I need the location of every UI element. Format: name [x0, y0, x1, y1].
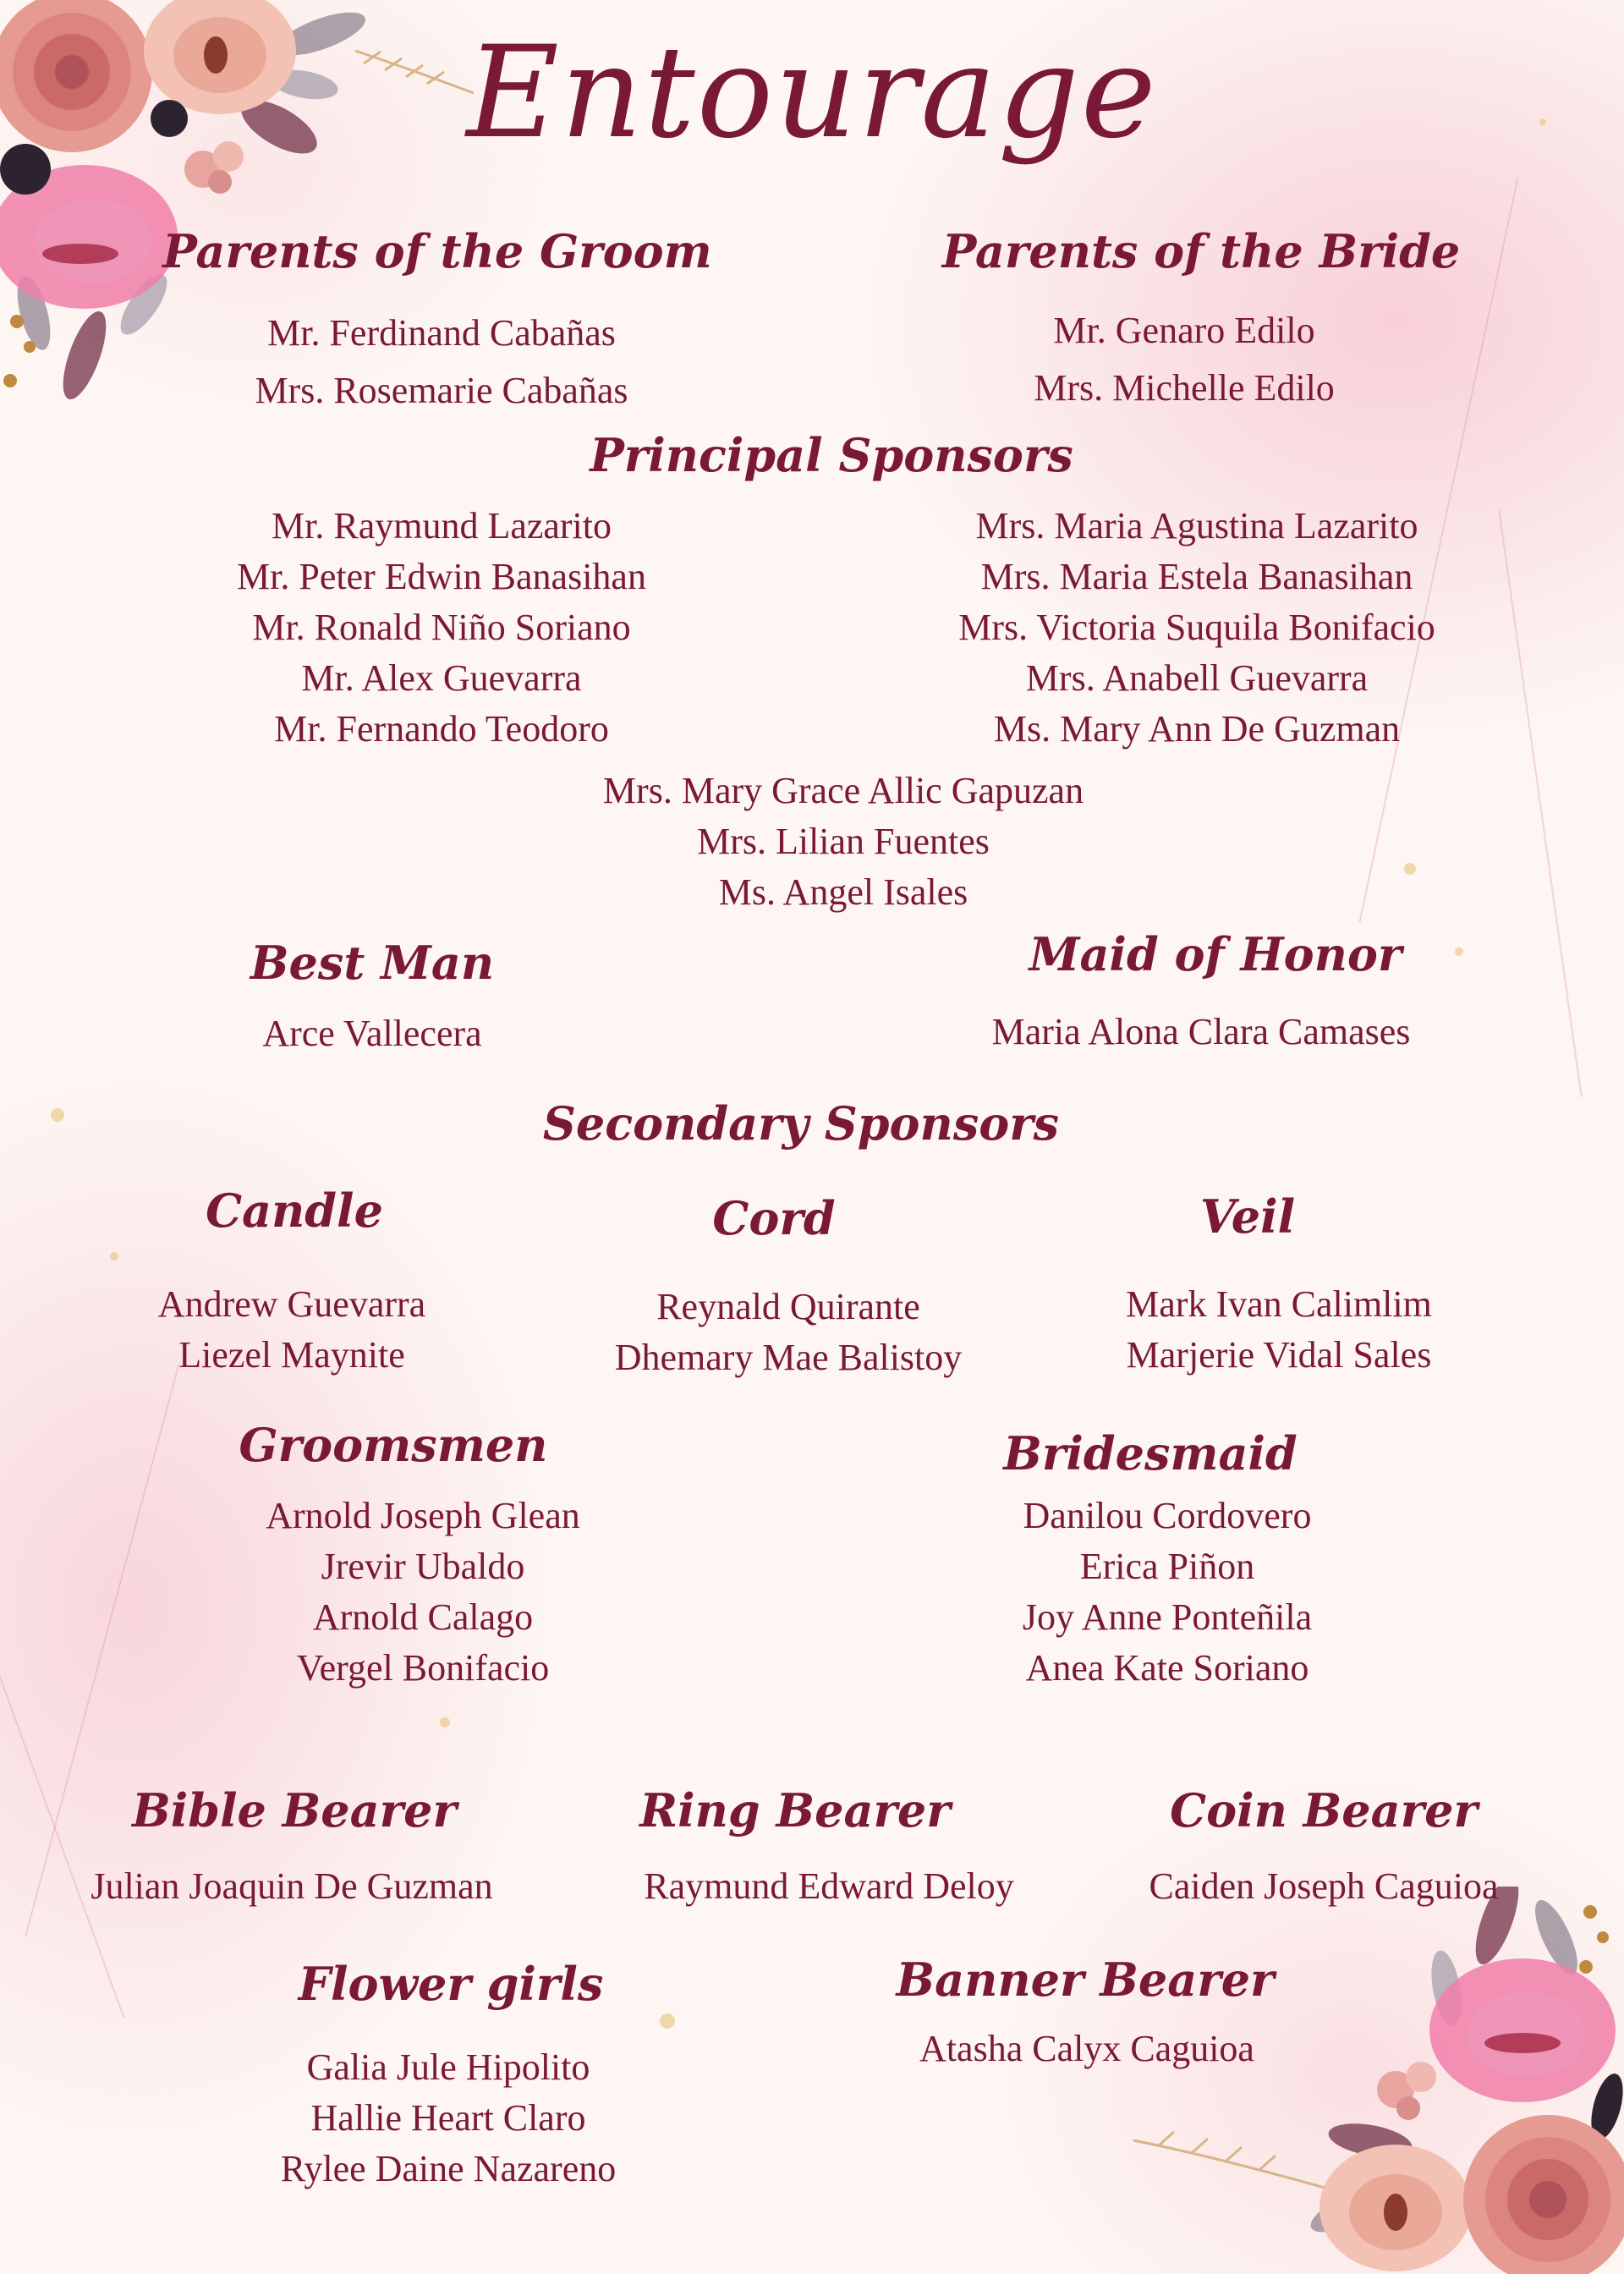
- heading-veil: Veil: [1199, 1189, 1296, 1244]
- name-entry: Mrs. Michelle Edilo: [1034, 367, 1335, 409]
- name-entry: Mr. Peter Edwin Banasihan: [237, 556, 646, 597]
- rose-icon: [1463, 2115, 1624, 2274]
- name-entry: Jrevir Ubaldo: [321, 1546, 525, 1587]
- names-cord: [615, 1282, 963, 1383]
- heading-flower-girls: Flower girls: [298, 1957, 604, 2011]
- heading-parents-groom: Parents of the Groom: [162, 224, 712, 278]
- name-entry: Atasha Calyx Caguioa: [919, 2028, 1254, 2069]
- name-entry: Mrs. Rosemarie Cabañas: [255, 370, 628, 411]
- name-entry: Mrs. Victoria Suquila Bonifacio: [958, 607, 1435, 648]
- pink-flower-icon: [1429, 1958, 1616, 2102]
- name-entry: Arce Vallecera: [262, 1013, 482, 1054]
- name-entry: Erica Piñon: [1079, 1546, 1255, 1587]
- name-entry: Galia Jule Hipolito: [306, 2046, 590, 2088]
- name-entry: Maria Alona Clara Camases: [991, 1011, 1411, 1052]
- seed-icon: [1579, 1905, 1609, 1974]
- gold-fleck: [440, 1717, 450, 1727]
- name-entry: Ms. Angel Isales: [718, 871, 968, 913]
- names-banner-bearer: [919, 2024, 1254, 2074]
- heading-principal-sponsors: Principal Sponsors: [590, 428, 1073, 482]
- name-entry: Rylee Daine Nazareno: [280, 2148, 617, 2189]
- name-entry: Ms. Mary Ann De Guzman: [993, 708, 1401, 750]
- name-entry: Mr. Raymund Lazarito: [271, 505, 612, 547]
- name-entry: Vergel Bonifacio: [296, 1647, 550, 1689]
- heading-parents-bride: Parents of the Bride: [941, 224, 1461, 278]
- names-veil: [1126, 1279, 1432, 1381]
- heading-maid-of-honor: Maid of Honor: [1029, 927, 1402, 981]
- name-entry: Andrew Guevarra: [157, 1283, 426, 1325]
- names-flower-girls: [281, 2042, 616, 2194]
- names-principal-sponsors-right: [958, 501, 1435, 755]
- name-entry: Hallie Heart Claro: [310, 2097, 586, 2139]
- name-entry: Liezel Maynite: [178, 1334, 405, 1376]
- name-entry: Caiden Joseph Caguioa: [1149, 1865, 1499, 1907]
- twig-icon: [1133, 2140, 1336, 2191]
- name-entry: Mrs. Maria Estela Banasihan: [980, 556, 1413, 597]
- name-entry: Joy Anne Ponteñila: [1022, 1596, 1313, 1638]
- heading-coin-bearer: Coin Bearer: [1170, 1783, 1478, 1837]
- name-entry: Mr. Ferdinand Cabañas: [267, 312, 616, 354]
- peony-icon: [1320, 2145, 1472, 2271]
- name-entry: Mark Ivan Calimlim: [1126, 1283, 1432, 1325]
- heading-banner-bearer: Banner Bearer: [896, 1953, 1275, 2007]
- gold-fleck: [660, 2013, 675, 2029]
- marble-vein: [1498, 510, 1582, 1096]
- name-entry: Mr. Ronald Niño Soriano: [252, 607, 631, 648]
- name-entry: Raymund Edward Deloy: [644, 1865, 1014, 1907]
- heading-secondary-sponsors: Secondary Sponsors: [542, 1096, 1060, 1151]
- name-entry: Arnold Calago: [312, 1596, 534, 1638]
- names-coin-bearer: [1149, 1861, 1498, 1912]
- names-bridesmaid: [1023, 1491, 1312, 1694]
- name-entry: Danilou Cordovero: [1023, 1495, 1312, 1536]
- heading-bible-bearer: Bible Bearer: [132, 1783, 457, 1837]
- heading-best-man: Best Man: [250, 936, 495, 990]
- names-maid-of-honor: [992, 1007, 1411, 1057]
- name-entry: Mr. Genaro Edilo: [1053, 310, 1315, 351]
- name-entry: Mr. Alex Guevarra: [301, 657, 582, 699]
- name-entry: Mrs. Mary Grace Allic Gapuzan: [602, 770, 1084, 811]
- heading-bridesmaid: Bridesmaid: [1003, 1426, 1298, 1480]
- gold-fleck: [51, 1108, 64, 1122]
- name-entry: Reynald Quirante: [656, 1286, 920, 1327]
- name-entry: Mr. Fernando Teodoro: [274, 708, 609, 750]
- marble-vein: [25, 1364, 179, 1936]
- names-bible-bearer: [91, 1861, 492, 1912]
- marble-vein: [0, 1620, 124, 2019]
- heading-ring-bearer: Ring Bearer: [639, 1783, 951, 1837]
- page-title: Entourage: [466, 19, 1158, 167]
- name-entry: Dhemary Mae Balistoy: [614, 1337, 963, 1378]
- name-entry: Anea Kate Soriano: [1025, 1647, 1309, 1689]
- gold-fleck: [110, 1252, 118, 1261]
- names-parents-bride: [1034, 302, 1335, 417]
- name-entry: Arnold Joseph Glean: [266, 1495, 580, 1536]
- blossom-cluster-icon: [1377, 2062, 1436, 2120]
- name-entry: Julian Joaquin De Guzman: [91, 1865, 493, 1907]
- gold-fleck: [1404, 863, 1416, 875]
- name-entry: Mrs. Anabell Guevarra: [1025, 657, 1369, 699]
- names-groomsmen: [266, 1491, 580, 1694]
- names-candle: [158, 1279, 425, 1381]
- heading-candle: Candle: [206, 1184, 383, 1238]
- floral-bouquet-bottom-right: [1116, 1887, 1624, 2274]
- names-ring-bearer: [644, 1861, 1013, 1912]
- names-parents-groom: [255, 305, 628, 420]
- names-principal-sponsors-left: [237, 501, 646, 755]
- name-entry: Mrs. Maria Agustina Lazarito: [975, 505, 1418, 547]
- names-principal-sponsors-center: [603, 766, 1084, 918]
- name-entry: Marjerie Vidal Sales: [1126, 1334, 1432, 1376]
- heading-cord: Cord: [712, 1191, 836, 1245]
- name-entry: Mrs. Lilian Fuentes: [697, 821, 990, 862]
- names-best-man: [262, 1008, 481, 1059]
- gold-fleck: [1455, 948, 1463, 956]
- heading-groomsmen: Groomsmen: [239, 1418, 548, 1472]
